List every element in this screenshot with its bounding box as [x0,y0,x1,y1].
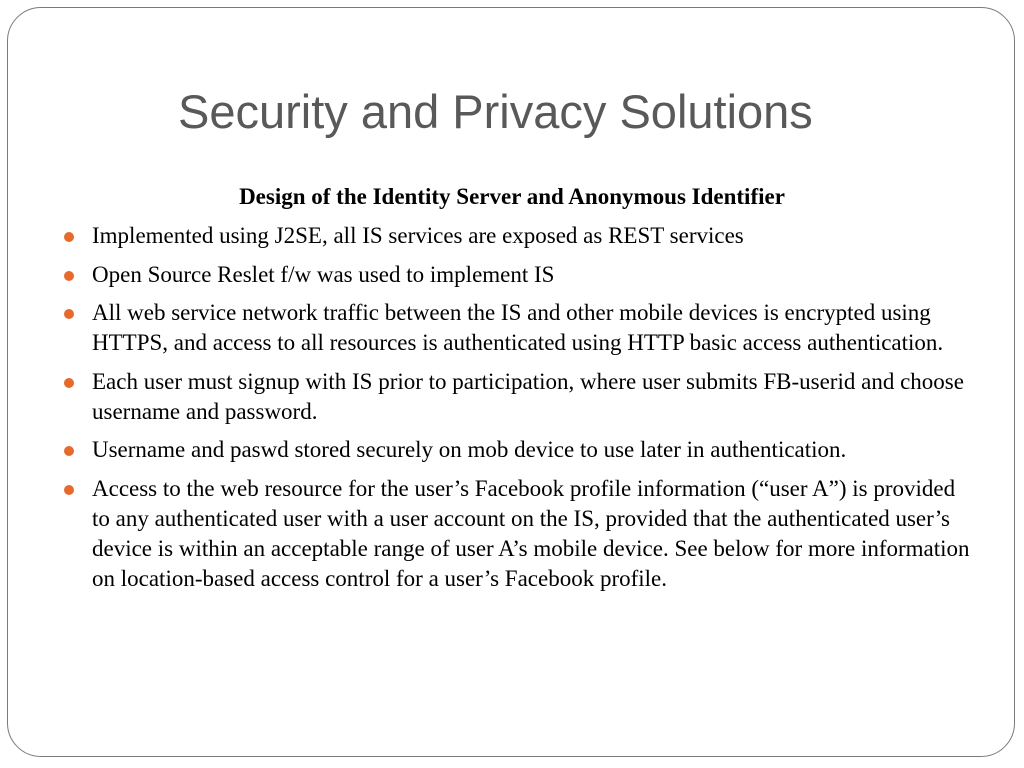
bullet-text: Access to the web resource for the user’s Facebook profile information (“user A”) is provided to any authenticated user with a user account on the IS, provided that the authenticated user’s device is within an acceptable range of user A’s mobile device. See below for more information on location-based access control for a user’s Facebook profile. [92,475,970,591]
slide-subtitle: Design of the Identity Server and Anonymous Identifier [239,184,785,209]
slide-title: Security and Privacy Solutions [178,85,813,138]
bullet-item [92,298,972,358]
bullet-item [92,221,972,251]
bullet-dot-icon [64,271,74,281]
bullet-item [92,260,972,290]
bullet-text: Implemented using J2SE, all IS services are exposed as REST services [92,223,744,248]
bullet-item [92,367,972,427]
bullet-list [92,221,972,602]
bullet-dot-icon [64,485,74,495]
bullet-text: All web service network traffic between the IS and other mobile devices is encrypted using HTTPS, and access to all resources is authenticated using HTTP basic access authentication. [92,300,944,355]
bullet-item [92,435,972,465]
bullet-dot-icon [64,232,74,242]
bullet-dot-icon [64,309,74,319]
bullet-text: Each user must signup with IS prior to participation, where user submits FB-userid and choose username and password. [92,368,964,424]
bullet-item [92,474,972,594]
bullet-dot-icon [64,446,74,456]
bullet-text: Open Source Reslet f/w was used to implement IS [92,261,555,287]
bullet-dot-icon [64,378,74,388]
bullet-text: Username and paswd stored securely on mob device to use later in authentication. [92,437,847,462]
